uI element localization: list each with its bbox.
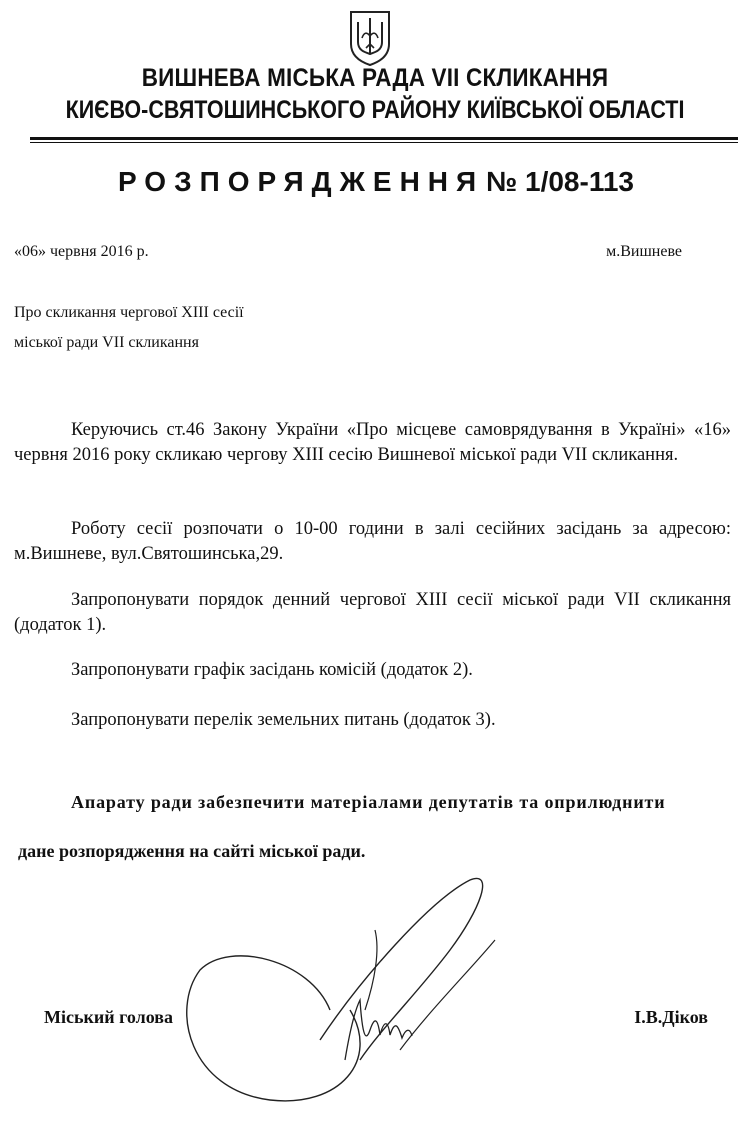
subject-line2: міської ради VII скликання [14, 334, 199, 351]
body-paragraph-3: Запропонувати порядок денний чергової XIII сесії міської ради VII скликання (додаток 1). [14, 590, 731, 635]
document-title: РОЗПОРЯДЖЕННЯ [118, 166, 485, 197]
header-divider-thick [30, 137, 738, 140]
signatory-position: Міський голова [44, 1007, 173, 1027]
body-paragraph-4: Запропонувати графік засідань комісій (додаток 2). [71, 660, 473, 680]
council-name-line1: ВИШНЕВА МІСЬКА РАДА VII СКЛИКАННЯ [141, 64, 609, 92]
handwritten-signature [170, 860, 510, 1110]
body-paragraph-5: Запропонувати перелік земельних питань (додаток 3). [71, 710, 496, 730]
document-number: № 1/08-113 [486, 166, 634, 197]
council-name-line2: КИЄВО-СВЯТОШИНСЬКОГО РАЙОНУ КИЇВСЬКОЇ ОБЛАСТІ [65, 96, 685, 124]
trident-coat-of-arms-icon [347, 8, 393, 66]
body-paragraph-1: Керуючись ст.46 Закону України «Про місцеве самоврядування в Україні» «16» червня 2016 року скликаю чергову XIII сесію Вишневої міської ради VII скликання. [14, 420, 731, 465]
body-paragraph-2: Роботу сесії розпочати о 10-00 години в залі сесійних засідань за адресою: м.Вишневе, вул.Святошинська,29. [14, 519, 731, 564]
signatory-name: І.В.Діков [634, 1007, 708, 1027]
body-paragraph-6-continued: дане розпорядження на сайті міської ради. [18, 841, 366, 861]
document-date: «06» червня 2016 р. [14, 243, 149, 260]
header-divider-thin [30, 142, 738, 143]
document-place: м.Вишневе [606, 243, 682, 260]
subject-line1: Про скликання чергової XIII сесії [14, 304, 244, 321]
body-paragraph-6: Апарату ради забезпечити матеріалами депутатів та оприлюднити [71, 792, 666, 812]
